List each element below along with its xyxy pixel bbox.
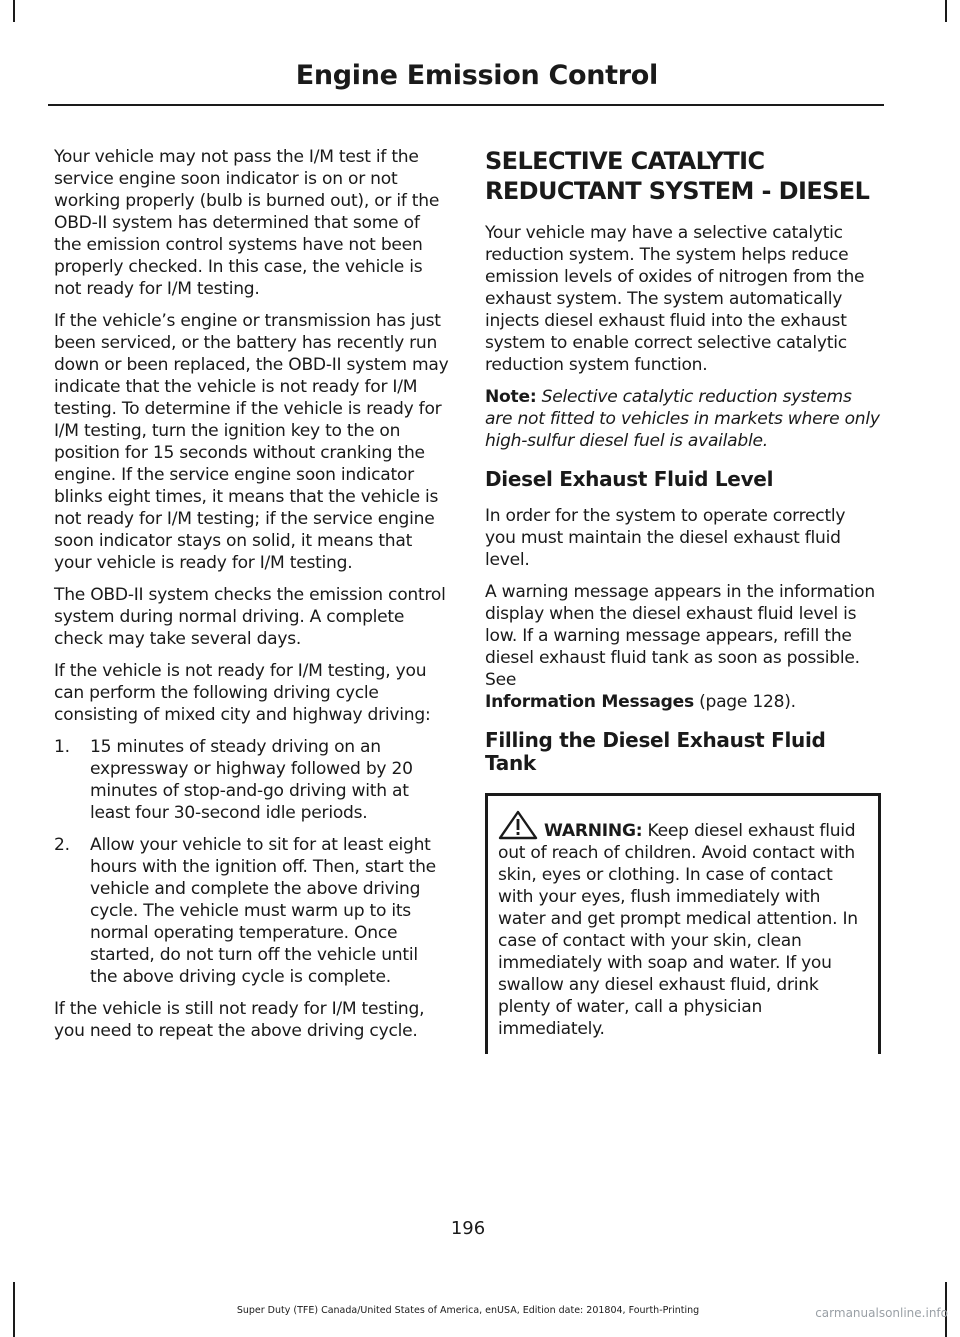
body-paragraph: If the vehicle’s engine or transmission has just been serviced, or the battery has recently run down or been replaced, the OBD-II system may indicate that the vehicle is not ready for I/M testing. To determine if the vehicle is ready for I/M testing, turn the ignition key to the on position for 15 seconds without cranking the engine. If the service engine soon indicator blinks eight times, it means that the vehicle is not ready for I/M testing; if the service engine soon indicator stays on solid, it means that your vehicle is ready for I/M testing. <box>54 311 449 573</box>
warning-text: Keep diesel exhaust fluid out of reach of children. Avoid contact with skin, eyes or clothing. In case of contact with your eyes, flush immediately with water and get prompt medical attention. In case of contact with your skin, clean immediately with soap and water. If you swallow any diesel exhaust fluid, drink plenty of water, call a physician immediately. <box>498 821 858 1039</box>
note-text: Selective catalytic reduction systems are not fitted to vehicles in markets where only high-sulfur diesel fuel is available. <box>485 387 880 451</box>
warning-label: WARNING: <box>544 821 643 841</box>
body-paragraph: Your vehicle may not pass the I/M test if the service engine soon indicator is on or not working properly (bulb is burned out), or if the OBD-II system has determined that some of the emission control systems have not been properly checked. In this case, the vehicle is not ready for I/M testing. <box>54 147 440 299</box>
body-text: A warning message appears in the information display when the diesel exhaust fluid level is low. If a warning message appears, refill the diesel exhaust fluid tank as soon as possible. See <box>485 582 875 690</box>
page-header-title: Engine Emission Control <box>295 60 658 91</box>
right-column <box>485 146 881 1054</box>
body-paragraph: The OBD-II system checks the emission control system during normal driving. A complete check may take several days. <box>54 585 446 649</box>
section-title <box>485 146 881 206</box>
cross-reference-link[interactable]: Information Messages <box>485 692 694 712</box>
list-item <box>54 736 449 824</box>
crop-mark-top-right <box>945 0 947 22</box>
list-item-number: 2. <box>54 835 70 855</box>
list-item <box>54 834 449 988</box>
body-paragraph <box>485 581 881 713</box>
body-paragraph: If the vehicle is not ready for I/M testing, you can perform the following driving cycle consisting of mixed city and highway driving: <box>54 661 431 725</box>
note-paragraph <box>485 386 881 452</box>
body-paragraph: If the vehicle is still not ready for I/M testing, you need to repeat the above driving cycle. <box>54 999 425 1041</box>
subheading: Diesel Exhaust Fluid Level <box>485 467 774 491</box>
list-item-text: 15 minutes of steady driving on an expressway or highway followed by 20 minutes of stop-and-go driving with at least four 30-second idle periods. <box>90 737 413 823</box>
list-item-text: Allow your vehicle to sit for at least eight hours with the ignition off. Then, start the vehicle and complete the above driving cycle. The vehicle must warm up to its normal operating temperature. Once started, do not turn off the vehicle until the above driving cycle is complete. <box>90 835 436 987</box>
edition-footer: Super Duty (TFE) Canada/United States of America, enUSA, Edition date: 201804, Fourth-Printing <box>236 1305 700 1316</box>
list-item-number: 1. <box>54 737 70 757</box>
page-number: 196 <box>450 1218 486 1239</box>
left-column <box>54 146 449 1052</box>
cross-reference-page: (page 128). <box>699 692 796 712</box>
section-title-line: SELECTIVE CATALYTIC <box>485 147 765 175</box>
section-title-line: REDUCTANT SYSTEM - DIESEL <box>485 177 870 205</box>
subheading: Filling the Diesel Exhaust Fluid Tank <box>485 728 826 775</box>
body-paragraph: In order for the system to operate correctly you must maintain the diesel exhaust fluid level. <box>485 506 846 570</box>
driving-cycle-list <box>54 736 449 988</box>
crop-mark-top-left <box>13 0 15 22</box>
warning-triangle-icon <box>498 810 538 840</box>
note-label: Note: <box>485 387 537 407</box>
warning-box <box>485 793 881 1054</box>
body-paragraph: Your vehicle may have a selective catalytic reduction system. The system helps reduce emission levels of oxides of nitrogen from the exhaust system. The system automatically injects diesel exhaust fluid into the exhaust system to enable correct selective catalytic reduction system function. <box>485 223 865 375</box>
header-divider <box>48 104 884 106</box>
watermark: carmanualsonline.info <box>815 1306 948 1320</box>
